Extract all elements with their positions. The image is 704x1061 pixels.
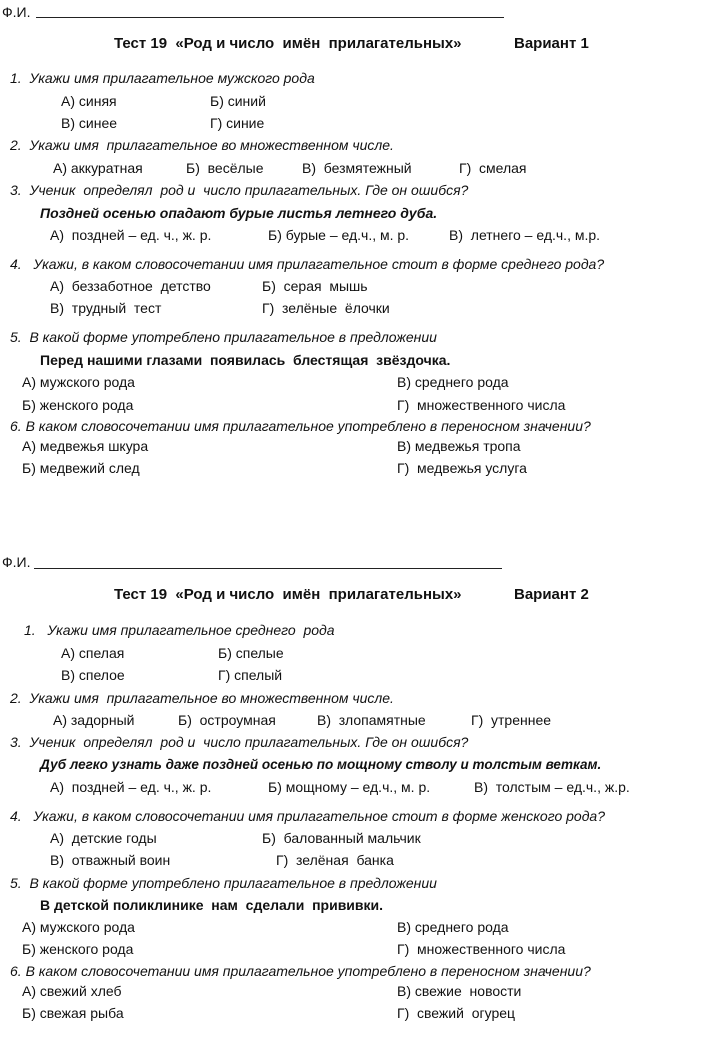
fio-line[interactable]	[34, 568, 502, 569]
answer-option[interactable]: Б) свежая рыба	[22, 1005, 124, 1021]
answer-option[interactable]: Г) зелёные ёлочки	[262, 300, 390, 316]
answer-option[interactable]: Б) синий	[210, 93, 266, 109]
question-6: 6. В каком словосочетании имя прилагательное употреблено в переносном значении?	[10, 963, 591, 979]
answer-option[interactable]: В) среднего рода	[397, 919, 509, 935]
answer-option[interactable]: В) среднего рода	[397, 374, 509, 390]
question-1: 1. Укажи имя прилагательное среднего рода	[24, 622, 335, 638]
answer-option[interactable]: В) синее	[61, 115, 118, 131]
answer-option[interactable]: Г) свежий огурец	[397, 1005, 516, 1021]
answer-option[interactable]: А) аккуратная	[53, 160, 143, 176]
fio-label: Ф.И.	[2, 4, 31, 20]
question-sentence: Дуб легко узнать даже поздней осенью по мощному стволу и толстым веткам.	[40, 757, 602, 772]
answer-option[interactable]: Б) спелые	[218, 645, 284, 661]
question-3: 3. Ученик определял род и число прилагательных. Где он ошибся?	[10, 734, 469, 750]
test-title: Тест 19 «Род и число имён прилагательных»	[114, 35, 462, 52]
answer-option[interactable]: Б) медвежий след	[22, 460, 140, 476]
answer-option[interactable]: А) мужского рода	[22, 919, 135, 935]
question-5: 5. В какой форме употреблено прилагательное в предложении	[10, 329, 437, 345]
answer-option[interactable]: В) безмятежный	[302, 160, 412, 176]
answer-option[interactable]: Б) бурые – ед.ч., м. р.	[268, 227, 410, 243]
question-6: 6. В каком словосочетании имя прилагательное употреблено в переносном значении?	[10, 418, 591, 434]
answer-option[interactable]: В) отважный воин	[50, 852, 171, 868]
answer-option[interactable]: А) спелая	[61, 645, 125, 661]
answer-option[interactable]: Б) женского рода	[22, 941, 134, 957]
answer-option[interactable]: Г) смелая	[459, 160, 527, 176]
answer-option[interactable]: Б) остроумная	[178, 712, 276, 728]
answer-option[interactable]: В) спелое	[61, 667, 125, 683]
answer-option[interactable]: А) свежий хлеб	[22, 983, 122, 999]
question-2: 2. Укажи имя прилагательное во множественном числе.	[10, 137, 394, 153]
answer-option[interactable]: В) злопамятные	[317, 712, 426, 728]
answer-option[interactable]: А) поздней – ед. ч., ж. р.	[50, 227, 212, 243]
answer-option[interactable]: Г) множественного числа	[397, 397, 566, 413]
answer-option[interactable]: А) поздней – ед. ч., ж. р.	[50, 779, 212, 795]
fio-line[interactable]	[36, 17, 504, 18]
answer-option[interactable]: В) трудный тест	[50, 300, 162, 316]
answer-option[interactable]: А) задорный	[53, 712, 135, 728]
question-4: 4. Укажи, в каком словосочетании имя прилагательное стоит в форме женского рода?	[10, 808, 606, 824]
answer-option[interactable]: Б) мощному – ед.ч., м. р.	[268, 779, 431, 795]
answer-option[interactable]: В) летнего – ед.ч., м.р.	[449, 227, 601, 243]
answer-option[interactable]: В) медвежья тропа	[397, 438, 521, 454]
answer-option[interactable]: Б) серая мышь	[262, 278, 368, 294]
answer-option[interactable]: А) детские годы	[50, 830, 157, 846]
answer-option[interactable]: Г) множественного числа	[397, 941, 566, 957]
question-4: 4. Укажи, в каком словосочетании имя прилагательное стоит в форме среднего рода?	[10, 256, 605, 272]
question-3: 3. Ученик определял род и число прилагательных. Где он ошибся?	[10, 182, 469, 198]
answer-option[interactable]: В) свежие новости	[397, 983, 522, 999]
answer-option[interactable]: Б) весёлые	[186, 160, 264, 176]
answer-option[interactable]: Г) зелёная банка	[276, 852, 394, 868]
answer-option[interactable]: Б) балованный мальчик	[262, 830, 421, 846]
variant-label: Вариант 2	[514, 586, 589, 603]
variant-label: Вариант 1	[514, 35, 589, 52]
answer-option[interactable]: Г) спелый	[218, 667, 283, 683]
answer-option[interactable]: А) мужского рода	[22, 374, 135, 390]
answer-option[interactable]: А) медвежья шкура	[22, 438, 149, 454]
question-2: 2. Укажи имя прилагательное во множественном числе.	[10, 690, 394, 706]
answer-option[interactable]: Г) утреннее	[471, 712, 552, 728]
question-1: 1. Укажи имя прилагательное мужского рода	[10, 70, 315, 86]
answer-option[interactable]: А) синяя	[61, 93, 117, 109]
question-sentence: Перед нашими глазами появилась блестящая звёздочка.	[40, 352, 451, 368]
question-sentence: Поздней осенью опадают бурые листья летнего дуба.	[40, 205, 438, 221]
answer-option[interactable]: Г) синие	[210, 115, 265, 131]
question-5: 5. В какой форме употреблено прилагательное в предложении	[10, 875, 437, 891]
test-title: Тест 19 «Род и число имён прилагательных»	[114, 586, 462, 603]
answer-option[interactable]: Б) женского рода	[22, 397, 134, 413]
answer-option[interactable]: А) беззаботное детство	[50, 278, 211, 294]
answer-option[interactable]: В) толстым – ед.ч., ж.р.	[474, 779, 630, 795]
question-sentence: В детской поликлинике нам сделали прививки.	[40, 897, 384, 913]
fio-label: Ф.И.	[2, 554, 31, 570]
answer-option[interactable]: Г) медвежья услуга	[397, 460, 527, 476]
